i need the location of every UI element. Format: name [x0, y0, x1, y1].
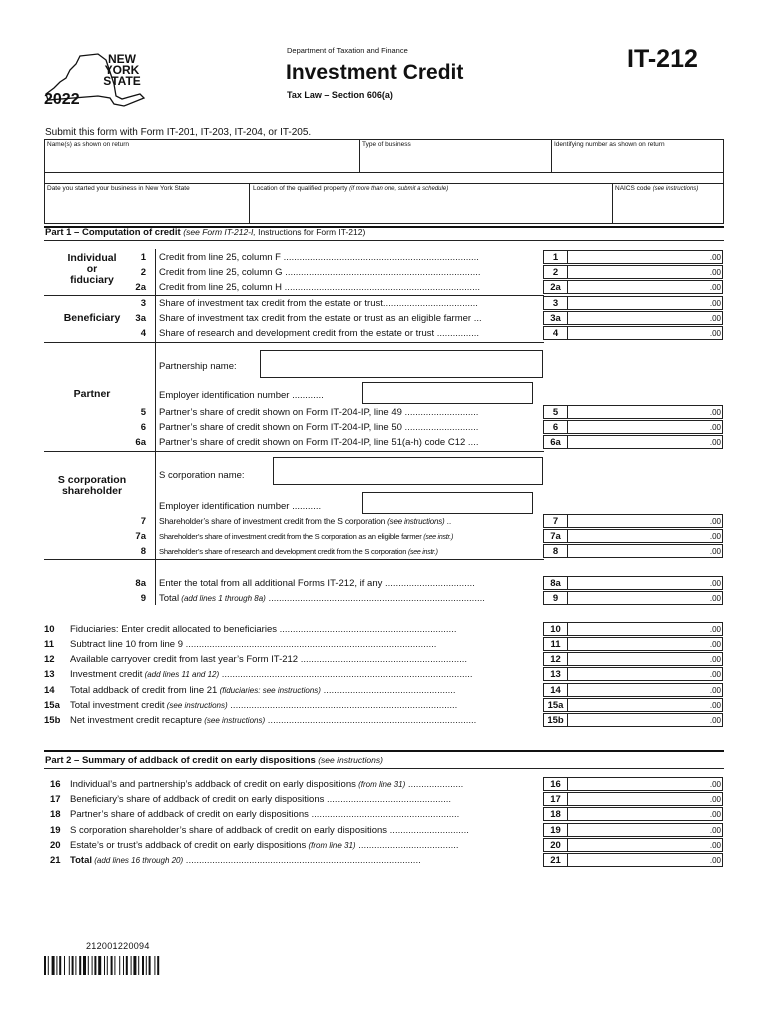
line-box-number: 10 — [543, 622, 568, 636]
line-box-number: 3a — [543, 311, 568, 325]
barcode-bar — [56, 956, 57, 975]
barcode-bar — [107, 956, 108, 975]
line-text: Fiduciaries: Enter credit allocated to beneficiaries — [70, 624, 277, 635]
line-dots: .......................................................................... — [282, 282, 480, 293]
partner-ein-label — [159, 390, 324, 401]
line-number: 3 — [140, 298, 146, 309]
line-description — [70, 654, 539, 665]
line-text: Investment credit — [70, 669, 143, 680]
line-dots: ............................................... — [324, 794, 452, 805]
submit-instruction: Submit this form with Form IT-201, IT-203, IT-204, or IT-205. — [45, 127, 312, 138]
business-type-field[interactable] — [361, 150, 549, 171]
line-6 — [0, 420, 770, 435]
line-dots: .................................... — [382, 298, 478, 309]
line-number: 2 — [140, 267, 146, 278]
line-21 — [0, 853, 770, 868]
line-dots: .......................................................................... — [282, 267, 481, 278]
scorp-ein-text: Employer identification number — [159, 501, 290, 512]
line-amount-field[interactable]: .00 — [568, 311, 723, 325]
side-label-fiduciary: fiduciary — [70, 274, 114, 286]
line-text: Share of investment tax credit from the estate or trust — [159, 298, 383, 309]
line-description — [159, 282, 539, 293]
line-box-number: 20 — [543, 838, 568, 852]
line-text: Partner’s share of credit shown on Form IT-204-IP, line 50 — [159, 422, 402, 433]
line-box-number: 15b — [543, 713, 568, 727]
line-amount-field[interactable]: .00 — [568, 250, 723, 264]
barcode-bar — [138, 956, 139, 975]
line-box-number: 16 — [543, 777, 568, 791]
line-box-number: 9 — [543, 591, 568, 605]
line-amount-field[interactable]: .00 — [568, 544, 723, 558]
department-name: Department of Taxation and Finance — [287, 46, 408, 55]
line-number: 10 — [44, 624, 55, 635]
line-amount-field[interactable]: .00 — [568, 853, 723, 867]
line-box-number: 11 — [543, 637, 568, 651]
line-dots: ......................................................................................... — [183, 855, 421, 866]
line-number: 13 — [44, 669, 55, 680]
identifying-number-field[interactable] — [553, 150, 722, 171]
line-text: Total — [70, 855, 92, 866]
line-amount-field[interactable]: .00 — [568, 713, 723, 727]
line-note: (fiduciaries: see instructions) — [217, 686, 321, 695]
barcode-bar — [142, 956, 144, 975]
property-location-field[interactable] — [251, 194, 610, 222]
barcode-bar — [83, 956, 86, 975]
line-2 — [0, 265, 770, 280]
line-number: 2a — [135, 282, 146, 293]
line-box-number: 7 — [543, 514, 568, 528]
line-dots: ............................................................................... — [265, 715, 477, 726]
partner-ein-field[interactable] — [362, 382, 533, 404]
line-note: (see instructions) — [202, 716, 266, 725]
line-description — [70, 685, 539, 696]
line-box-number: 2 — [543, 265, 568, 279]
barcode — [44, 956, 194, 975]
logo-line-state: STATE — [103, 74, 141, 88]
line-number: 9 — [140, 593, 146, 604]
line-number: 7 — [140, 516, 146, 527]
barcode-number: 212001220094 — [86, 941, 150, 951]
side-label-individual: Individual — [67, 252, 117, 264]
line-dots: ............................................................................................... — [219, 669, 473, 680]
naics-code-label — [615, 185, 698, 192]
line-dots: ........................................................ — [308, 809, 460, 820]
part1-heading — [45, 227, 365, 238]
line-box-number: 15a — [543, 698, 568, 712]
barcode-bar — [44, 956, 46, 975]
line-amount-field[interactable]: .00 — [568, 514, 723, 528]
line-box-number: 5 — [543, 405, 568, 419]
line-19 — [0, 823, 770, 838]
line-7 — [0, 514, 770, 529]
line-number: 6 — [140, 422, 146, 433]
line-text: Net investment credit recapture — [70, 715, 203, 726]
property-location-label — [253, 185, 448, 192]
line-number: 15b — [44, 715, 61, 726]
side-label-scorp: S corporation — [57, 474, 127, 486]
barcode-bar — [92, 956, 93, 975]
line-note: (see instr.) — [421, 534, 454, 541]
line-description — [159, 252, 539, 263]
line-text: Estate’s or trust’s addback of credit on early dispositions — [70, 840, 307, 851]
line-note: (add lines 11 and 12) — [142, 670, 220, 679]
line-number: 8 — [140, 546, 146, 557]
line-dots: .................................. — [382, 578, 475, 589]
line-description — [159, 267, 539, 278]
names-field-label: Name(s) as shown on return — [47, 141, 130, 148]
part2-heading — [45, 755, 383, 766]
partnership-name-field[interactable] — [260, 350, 543, 378]
line-text: Share of research and development credit from the estate or trust — [159, 328, 435, 339]
line-amount-field[interactable]: .00 — [568, 591, 723, 605]
line-box-number: 12 — [543, 652, 568, 666]
tax-year: 2022 — [44, 91, 80, 108]
partner-ein-text: Employer identification number — [159, 390, 290, 401]
line-dots: ...................................... — [355, 840, 459, 851]
line-box-number: 19 — [543, 823, 568, 837]
line-note: (from line 31) — [355, 780, 406, 789]
line-description — [159, 437, 541, 448]
line-box-number: 2a — [543, 280, 568, 294]
line-box-number: 21 — [543, 853, 568, 867]
line-note: (see instr.) — [406, 549, 438, 556]
line-text: Partner’s share of credit shown on Form IT-204-IP, line 49 — [159, 407, 402, 418]
line-text: Shareholder’s share of investment credit from the S corporation as an eligible farmer — [159, 532, 422, 541]
line-number: 18 — [50, 809, 61, 820]
scorp-ein-label — [159, 501, 321, 512]
part2-heading-text: Part 2 – Summary of addback of credit on early dispositions — [45, 755, 316, 766]
line-18 — [0, 807, 770, 822]
line-text: Credit from line 25, column F — [159, 252, 281, 263]
barcode-bar — [149, 956, 151, 975]
line-14 — [0, 683, 770, 698]
line-number: 21 — [50, 855, 61, 866]
line-box-number: 6a — [543, 435, 568, 449]
line-16 — [0, 777, 770, 792]
line-note: (see instructions) — [385, 517, 445, 526]
line-amount-field[interactable]: .00 — [568, 838, 723, 852]
line-amount-field[interactable]: .00 — [568, 435, 723, 449]
part1-heading-rest: Instructions for Form IT-212) — [255, 227, 366, 237]
line-number: 4 — [140, 328, 146, 339]
line-17 — [0, 792, 770, 807]
line-6a — [0, 435, 770, 450]
property-location-note: (if more than one, submit a schedule) — [349, 186, 449, 192]
naics-code-text: NAICS code — [615, 185, 651, 192]
line-10 — [0, 622, 770, 637]
line-amount-field[interactable]: .00 — [568, 637, 723, 651]
line-amount-field[interactable]: .00 — [568, 622, 723, 636]
line-description — [70, 779, 539, 790]
scorp-ein-dots: ........... — [289, 501, 322, 512]
line-9 — [0, 591, 770, 606]
barcode-bar — [104, 956, 105, 975]
barcode-bar — [146, 956, 147, 975]
line-number: 5 — [140, 407, 146, 418]
line-description — [70, 715, 539, 726]
line-2a — [0, 280, 770, 295]
barcode-bar — [119, 956, 120, 975]
line-description — [70, 639, 539, 650]
line-text: Total — [159, 593, 180, 604]
line-3 — [0, 296, 770, 311]
line-dots: .. — [444, 516, 451, 526]
barcode-bar — [131, 956, 132, 975]
barcode-bar — [114, 956, 115, 975]
line-description — [159, 593, 539, 604]
line-number: 12 — [44, 654, 55, 665]
line-7a — [0, 529, 770, 544]
property-location-text: Location of the qualified property — [253, 185, 348, 192]
line-dots: .................................................................................. — [265, 593, 485, 604]
barcode-bar — [48, 956, 49, 975]
line-number: 6a — [135, 437, 146, 448]
line-description — [159, 298, 539, 309]
line-1 — [0, 250, 770, 265]
partnership-name-label: Partnership name: — [159, 361, 237, 372]
line-dots: .......................................................................... — [280, 252, 479, 263]
barcode-bar — [98, 956, 101, 975]
line-dots: ... — [471, 313, 482, 324]
line-8 — [0, 544, 770, 559]
barcode-bar — [133, 956, 136, 975]
line-12 — [0, 652, 770, 667]
line-description — [159, 328, 539, 339]
line-text: Partner’s share of addback of credit on early dispositions — [70, 809, 309, 820]
line-box-number: 3 — [543, 296, 568, 310]
line-amount-field[interactable]: .00 — [568, 296, 723, 310]
line-8a — [0, 576, 770, 591]
start-date-label: Date you started your business in New York State — [47, 185, 190, 192]
line-dots: ............................................................................................... — [183, 639, 437, 650]
line-description — [70, 809, 539, 820]
line-box-number: 7a — [543, 529, 568, 543]
scorp-name-field[interactable] — [273, 457, 543, 485]
line-box-number: 17 — [543, 792, 568, 806]
line-box-number: 1 — [543, 250, 568, 264]
line-note: (see instructions) — [164, 701, 228, 710]
line-number: 19 — [50, 825, 61, 836]
line-description — [159, 516, 541, 526]
naics-code-note: (see instructions) — [652, 186, 699, 192]
line-text: Subtract line 10 from line 9 — [70, 639, 184, 650]
line-box-number: 13 — [543, 667, 568, 681]
barcode-bar — [52, 956, 55, 975]
line-number: 15a — [44, 700, 60, 711]
line-dots: ............................ — [401, 422, 479, 433]
barcode-bar — [154, 956, 155, 975]
line-box-number: 14 — [543, 683, 568, 697]
line-number: 20 — [50, 840, 61, 851]
line-description — [70, 840, 539, 851]
line-description — [159, 547, 541, 556]
line-dots: ................ — [434, 328, 479, 339]
line-box-number: 4 — [543, 326, 568, 340]
line-15b — [0, 713, 770, 728]
line-amount-field[interactable]: .00 — [568, 777, 723, 791]
logo-line-new: NEW — [108, 52, 136, 66]
line-text: Credit from line 25, column G — [159, 267, 283, 278]
line-number: 1 — [140, 252, 146, 263]
line-description — [159, 313, 541, 324]
partner-ein-dots: ............ — [289, 390, 324, 401]
line-note: (add lines 16 through 20) — [92, 856, 184, 865]
line-dots: .... — [465, 437, 479, 448]
line-box-number: 8a — [543, 576, 568, 590]
line-amount-field[interactable]: .00 — [568, 265, 723, 279]
line-13 — [0, 667, 770, 682]
line-description — [159, 532, 541, 541]
line-description — [70, 855, 539, 866]
line-number: 3a — [135, 313, 146, 324]
line-4 — [0, 326, 770, 341]
barcode-bar — [75, 956, 76, 975]
barcode-bar — [59, 956, 61, 975]
scorp-name-label: S corporation name: — [159, 470, 245, 481]
part2-heading-note: (see instructions) — [315, 755, 383, 765]
line-number: 17 — [50, 794, 61, 805]
line-description — [159, 407, 539, 418]
logo-line-york: YORK — [104, 63, 140, 77]
line-note: (from line 31) — [306, 841, 356, 850]
line-amount-field[interactable]: .00 — [568, 652, 723, 666]
form-title: Investment Credit — [286, 61, 464, 84]
line-text: Total addback of credit from line 21 — [70, 685, 218, 696]
barcode-bar — [126, 956, 128, 975]
barcode-bar — [72, 956, 74, 975]
line-text: Credit from line 25, column H — [159, 282, 283, 293]
line-text: Total investment credit — [70, 700, 165, 711]
part1-heading-note: (see Form IT-212-I, — [183, 227, 256, 237]
line-15a — [0, 698, 770, 713]
line-text: Individual’s and partnership’s addback of credit on early dispositions — [70, 779, 356, 790]
line-dots: ..................... — [405, 779, 464, 790]
line-text: S corporation shareholder’s share of addback of credit on early dispositions — [70, 825, 388, 836]
line-20 — [0, 838, 770, 853]
line-description — [70, 825, 539, 836]
form-id: IT-212 — [627, 45, 698, 73]
line-dots: ................................................................... — [277, 624, 457, 635]
names-field[interactable] — [46, 150, 357, 171]
line-text: Shareholder’s share of research and development credit from the S corporation — [159, 547, 407, 556]
side-label-or: or — [86, 263, 98, 275]
line-amount-field[interactable]: .00 — [568, 823, 723, 837]
line-text: Available carryover credit from last year’s Form IT-212 — [70, 654, 299, 665]
line-text: Share of investment tax credit from the estate or trust as an eligible farmer — [159, 313, 472, 324]
identifying-number-label: Identifying number as shown on return — [554, 141, 665, 148]
line-description — [70, 794, 539, 805]
line-11 — [0, 637, 770, 652]
line-amount-field[interactable]: .00 — [568, 326, 723, 340]
line-description — [70, 669, 539, 680]
state-logo-text — [92, 54, 152, 87]
line-amount-field[interactable]: .00 — [568, 807, 723, 821]
line-text: Enter the total from all additional Forms IT-212, if any — [159, 578, 383, 589]
line-dots: ............................................................... — [298, 654, 468, 665]
partner-label: Partner — [73, 388, 111, 400]
line-description — [70, 624, 539, 635]
barcode-bar — [88, 956, 89, 975]
line-number: 8a — [135, 578, 146, 589]
barcode-bar — [64, 956, 65, 975]
line-text: Beneficiary’s share of addback of credit on early dispositions — [70, 794, 325, 805]
line-box-number: 6 — [543, 420, 568, 434]
scorp-shareholder-label — [45, 475, 139, 497]
side-label-shareholder: shareholder — [61, 485, 123, 497]
line-number: 11 — [44, 639, 55, 650]
line-amount-field[interactable]: .00 — [568, 683, 723, 697]
barcode-bar — [79, 956, 81, 975]
line-dots: ............................ — [401, 407, 479, 418]
barcode-bar — [157, 956, 159, 975]
line-note: (add lines 1 through 8a) — [179, 594, 266, 603]
line-dots: ...................................................................................... — [227, 700, 458, 711]
line-3a — [0, 311, 770, 326]
barcode-bar — [111, 956, 113, 975]
line-amount-field[interactable]: .00 — [568, 529, 723, 543]
line-dots: .............................. — [387, 825, 469, 836]
line-amount-field[interactable]: .00 — [568, 280, 723, 294]
business-type-label: Type of business — [362, 141, 411, 148]
line-box-number: 18 — [543, 807, 568, 821]
line-number: 16 — [50, 779, 61, 790]
barcode-bar — [94, 956, 96, 975]
line-box-number: 8 — [543, 544, 568, 558]
line-description — [70, 700, 539, 711]
line-amount-field[interactable]: .00 — [568, 405, 723, 419]
barcode-bar — [69, 956, 70, 975]
line-5 — [0, 405, 770, 420]
line-number: 7a — [135, 531, 146, 542]
line-description — [159, 422, 539, 433]
line-number: 14 — [44, 685, 55, 696]
line-amount-field[interactable]: .00 — [568, 698, 723, 712]
line-dots: .................................................. — [320, 685, 456, 696]
scorp-ein-field[interactable] — [362, 492, 533, 514]
line-amount-field[interactable]: .00 — [568, 667, 723, 681]
form-subtitle: Tax Law – Section 606(a) — [287, 90, 393, 100]
start-date-field[interactable] — [46, 194, 247, 222]
barcode-bar — [123, 956, 124, 975]
line-text: Shareholder’s share of investment credit from the S corporation — [159, 516, 386, 526]
beneficiary-label: Beneficiary — [63, 312, 121, 324]
naics-code-field[interactable] — [614, 194, 722, 222]
line-amount-field[interactable]: .00 — [568, 576, 723, 590]
line-text: Partner’s share of credit shown on Form IT-204-IP, line 51(a-h) code C12 — [159, 437, 466, 448]
line-amount-field[interactable]: .00 — [568, 420, 723, 434]
line-description — [159, 578, 539, 589]
line-amount-field[interactable]: .00 — [568, 792, 723, 806]
part1-heading-text: Part 1 – Computation of credit — [45, 227, 181, 238]
